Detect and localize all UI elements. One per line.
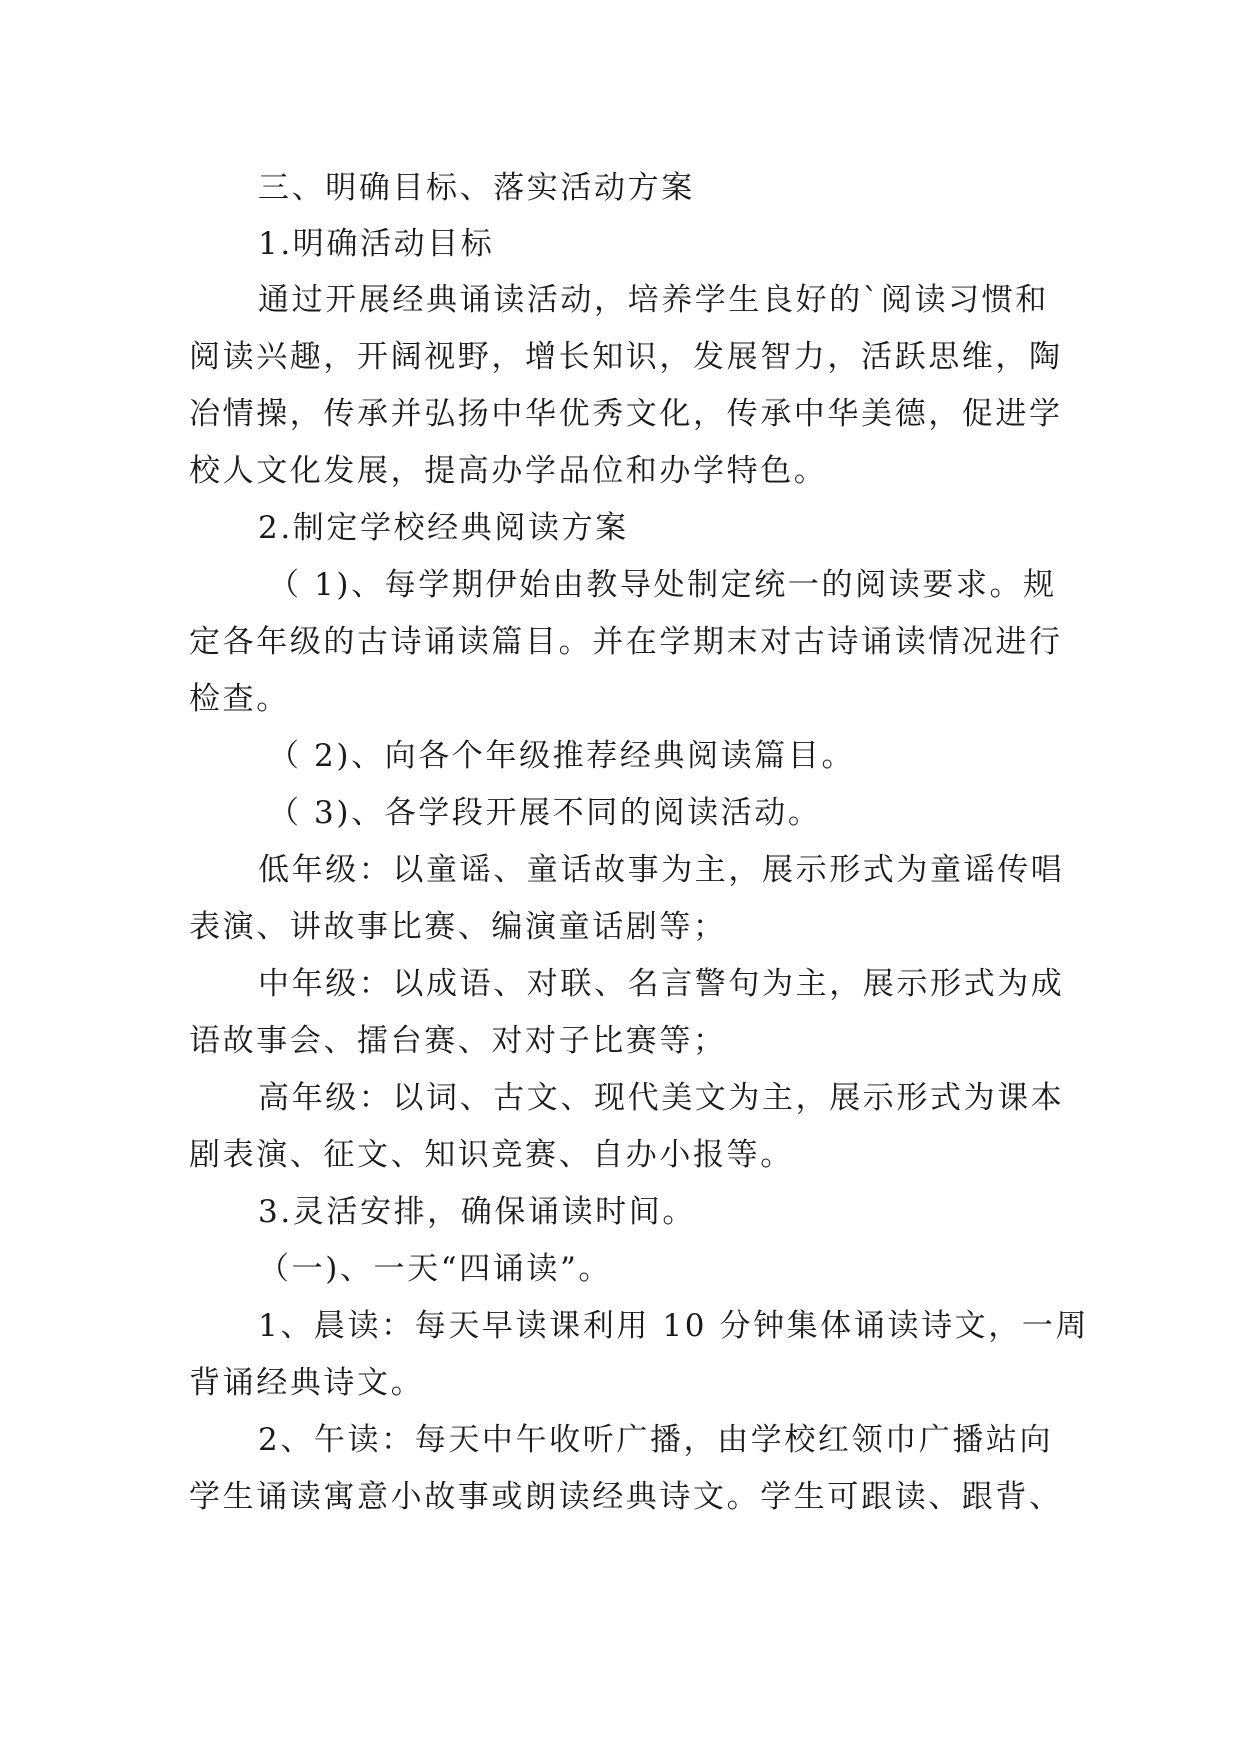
paragraph-line: 阅读兴趣，开阔视野，增长知识，发展智力，活跃思维，陶 — [189, 339, 1063, 375]
subsection-heading: 3.灵活安排，确保诵读时间。 — [258, 1194, 696, 1230]
paragraph-line: 低年级：以童谣、童话故事为主，展示形式为童谣传唱 — [258, 852, 1065, 888]
paragraph-line: （ 2)、向各个年级推荐经典阅读篇目。 — [268, 738, 856, 774]
paragraph-line: 语故事会、擂台赛、对对子比赛等； — [189, 1023, 727, 1059]
paragraph-line: 中年级：以成语、对联、名言警句为主，展示形式为成 — [258, 966, 1065, 1002]
paragraph-line: 通过开展经典诵读活动，培养学生良好的`阅读习惯和 — [258, 282, 1049, 318]
paragraph-line: 学生诵读寓意小故事或朗读经典诗文。学生可跟读、跟背、 — [189, 1479, 1063, 1515]
paragraph-line: 1、晨读：每天早读课利用 10 分钟集体诵读诗文，一周 — [258, 1308, 1090, 1344]
paragraph-line: 冶情操，传承并弘扬中华优秀文化，传承中华美德，促进学 — [189, 396, 1063, 432]
paragraph-line: 定各年级的古诗诵读篇目。并在学期末对古诗诵读情况进行 — [189, 624, 1063, 660]
paragraph-line: （ 1)、每学期伊始由教导处制定统一的阅读要求。规 — [268, 567, 1057, 603]
paragraph-line: （ 3)、各学段开展不同的阅读活动。 — [268, 795, 822, 831]
subsection-heading: 1.明确活动目标 — [258, 226, 495, 262]
paragraph-line: 检查。 — [189, 681, 290, 717]
section-heading: 三、明确目标、落实活动方案 — [258, 170, 695, 206]
paragraph-line: 校人文化发展，提高办学品位和办学特色。 — [189, 453, 828, 489]
paragraph-line: 2、午读：每天中午收听广播，由学校红领巾广播站向 — [258, 1422, 1054, 1458]
subsection-heading: 2.制定学校经典阅读方案 — [258, 510, 629, 546]
paragraph-line: 剧表演、征文、知识竞赛、自办小报等。 — [189, 1137, 794, 1173]
paragraph-line: 表演、讲故事比赛、编演童话剧等； — [189, 909, 727, 945]
paragraph-line: 背诵经典诗文。 — [189, 1365, 425, 1401]
paragraph-line: 高年级：以词、古文、现代美文为主，展示形式为课本 — [258, 1080, 1065, 1116]
paragraph-line: （一)、一天“四诵读”。 — [258, 1251, 612, 1287]
